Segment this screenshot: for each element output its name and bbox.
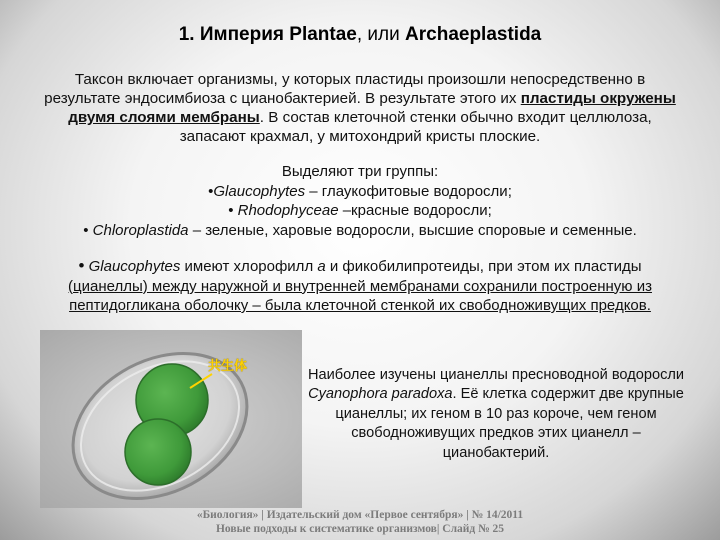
bullet: • [78,256,85,275]
glauco-underlined: (цианеллы) между наружной и внутренней мембранами сохранили построенную из пептидогликана оболочку – была клеточной стенкой их свободноживущих предков. [68,277,652,314]
symbiont-label: 共生体 [208,359,248,374]
glauco-text2: и фикобилипротеиды, при этом их пластиды [325,258,642,275]
slide-title [0,24,720,46]
glaucophytes-paragraph [40,256,680,316]
photo-caption [306,366,686,463]
intro-text-after: . В состав клеточной стенки обычно входит целлюлоза, запасают крахмал, у митохондрий кристы плоские. [179,109,652,145]
title-alt: Archaeplastida [405,24,542,45]
intro-emphasis: пластиды окружены двумя слоями мембраны [68,90,676,126]
footer-line-1: «Биология» | Издательский дом «Первое сентября» | № 14/2011 [196,509,524,521]
group-name: Glaucophytes [213,182,306,200]
cyanelle-lower [125,419,191,485]
glauco-name: Glaucophytes [88,258,181,275]
group-desc: – глаукофитовые водоросли; [305,182,512,200]
intro-text-before: Таксон включает организмы, у которых пластиды произошли непосредственно в результате эндосимбиоза с цианобактерией. В результате этого их [44,71,646,107]
group-desc: – зеленые, харовые водоросли, высшие споровые и семенные. [188,221,637,239]
groups-heading: Выделяют три группы: [281,163,439,180]
title-number: 1. Империя [178,24,284,45]
group-desc: –красные водоросли; [338,202,492,219]
cell-illustration [40,330,302,508]
slide-footer [40,508,680,536]
bullet: • [228,202,238,219]
cyanophora-micrograph [40,330,302,508]
title-connector: , или [356,24,400,45]
bullet: • [83,221,93,239]
bullet: • [208,182,214,200]
intro-paragraph [40,70,680,146]
chlorophyll-letter: a [317,258,326,275]
glauco-text1: имеют хлорофилл [180,258,318,275]
group-name: Rhodophyceae [237,202,339,219]
caption-text1: Наиболее изучены цианеллы пресноводной водоросли [307,367,685,383]
group-name: Chloroplastida [92,221,189,239]
group-item-rhodophyceae [40,201,680,221]
group-item-chloroplastida [40,221,680,241]
groups-list [40,162,680,240]
footer-line-2: Новые подходы к систематике организмов| Слайд № 25 [215,523,505,535]
title-latin: Plantae [289,24,357,45]
caption-text2: . Её клетка содержит две крупные цианеллы; их геном в 10 раз короче, чем геном свободноживущих предков этих цианелл – цианобактерий. [335,386,684,461]
species-name: Cyanophora paradoxa [308,386,453,403]
group-item-glaucophytes [40,182,680,202]
